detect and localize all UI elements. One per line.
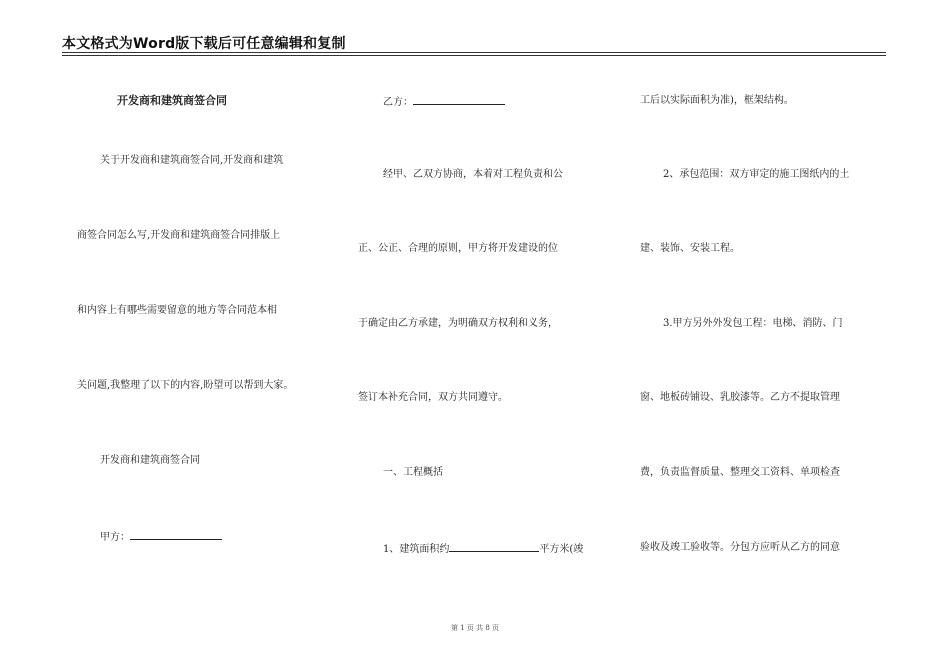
paragraph-line: 于确定由乙方承建，为明确双方权利和义务， — [358, 318, 558, 329]
party-b-label: 乙方： — [383, 97, 413, 108]
paragraph-line: 关问题,我整理了以下的内容,盼望可以帮到大家。 — [77, 380, 294, 391]
area-line — [383, 541, 583, 557]
paragraph-line: 建、装饰、安装工程。 — [640, 243, 740, 254]
paragraph-line: 签订本补充合同，双方共同遵守。 — [358, 392, 508, 403]
paragraph-line: 关于开发商和建筑商签合同,开发商和建筑 — [100, 155, 284, 166]
party-a-blank — [130, 529, 222, 540]
paragraph-line: 正、公正、合理的原则，甲方将开发建设的位 — [358, 243, 558, 254]
party-b-line — [383, 94, 505, 110]
area-suffix: 平方米(竣 — [539, 544, 584, 555]
paragraph-line: 验收及竣工验收等。分包方应听从乙方的同意 — [640, 542, 840, 553]
paragraph-line: 窗、地板砖铺设、乳胶漆等。乙方不提取管理 — [640, 392, 840, 403]
party-a-line — [100, 529, 222, 545]
header-rule-bottom — [62, 55, 886, 56]
paragraph-line: 和内容上有哪些需要留意的地方等合同范本相 — [77, 305, 277, 316]
area-blank — [449, 541, 539, 552]
section-heading: 开发商和建筑商签合同 — [100, 455, 200, 466]
area-prefix: 1、建筑面积约 — [383, 544, 450, 555]
page-number-footer: 第 1 页 共 8 页 — [450, 624, 500, 632]
party-a-label: 甲方： — [100, 532, 130, 543]
section-heading: 一、工程概括 — [383, 467, 443, 478]
party-b-blank — [413, 94, 505, 105]
paragraph-line: 3.甲方另外外发包工程：电梯、消防、门 — [663, 318, 843, 329]
contract-title: 开发商和建筑商签合同 — [117, 94, 227, 107]
paragraph-line: 2、承包范围：双方审定的施工图纸内的土 — [663, 169, 850, 180]
document-header-title: 本文格式为Word版下载后可任意编辑和复制 — [62, 36, 346, 52]
header-rule-top — [62, 52, 886, 53]
paragraph-line: 工后以实际面积为准)，框架结构。 — [640, 95, 794, 106]
paragraph-line: 商签合同怎么写,开发商和建筑商签合同排版上 — [77, 230, 281, 241]
paragraph-line: 费，负责监督质量、整理交工资料、单项检查 — [640, 467, 840, 478]
paragraph-line: 经甲、乙双方协商，本着对工程负责和公 — [383, 169, 563, 180]
